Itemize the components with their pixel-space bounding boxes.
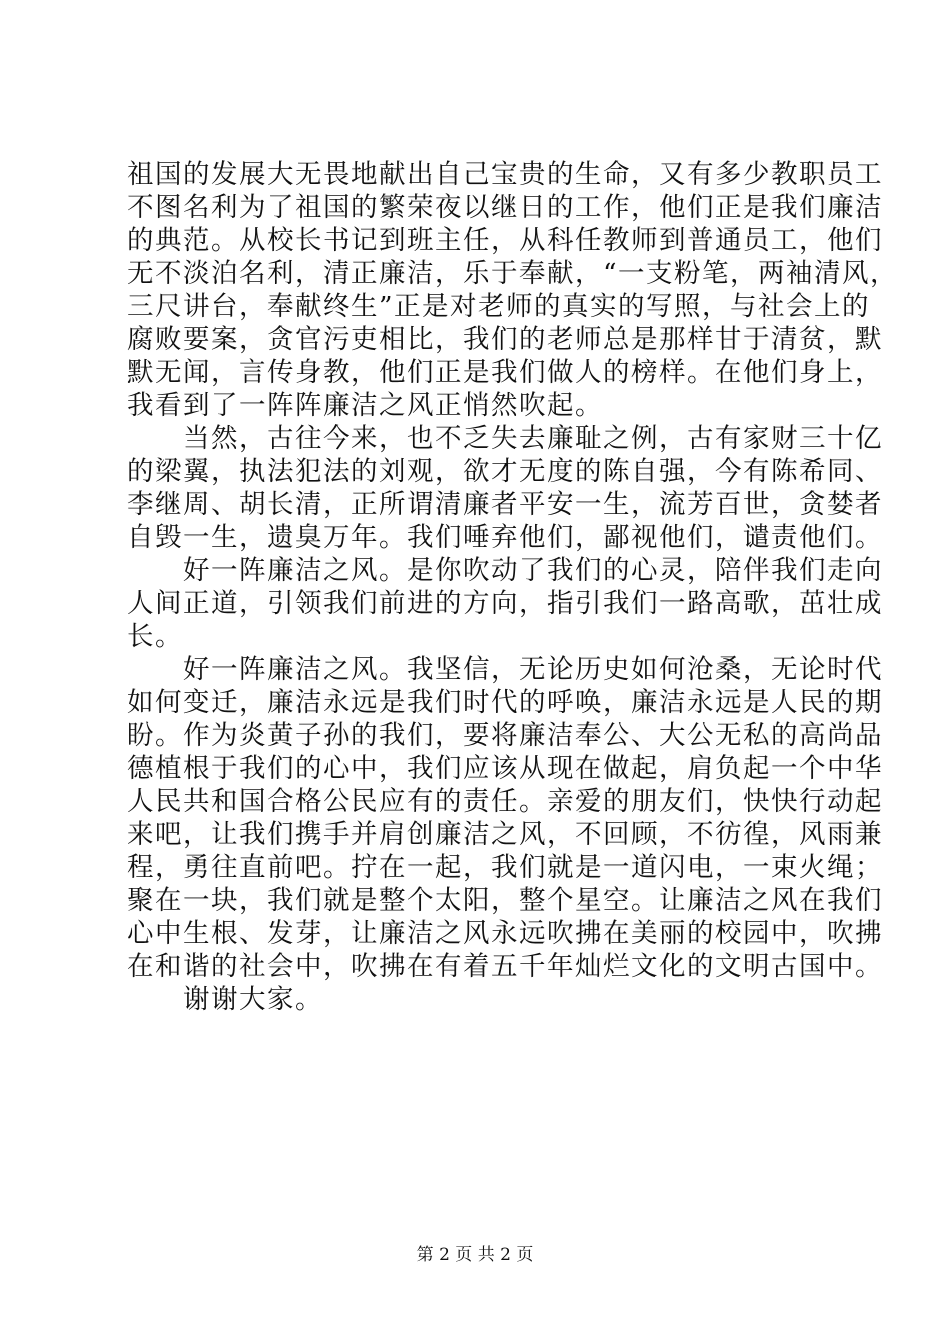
text-line: 心中生根、发芽，让廉洁之风永远吹拂在美丽的校园中，吹拂 [127,918,883,949]
page-footer: 第 2 页 共 2 页 [416,1245,534,1265]
text-line: 三尺讲台，奉献终生”正是对老师的真实的写照，与社会上的 [127,291,871,322]
paragraph [127,422,883,554]
text-line: 当然，古往今来，也不乏失去廉耻之例，古有家财三十亿 [183,423,883,454]
text-line: 祖国的发展大无畏地献出自己宝贵的生命，又有多少教职员工 [127,159,883,190]
document-body [127,158,899,1016]
paragraph [127,554,883,653]
text-line: 德植根于我们的心中，我们应该从现在做起，肩负起一个中华 [127,753,883,784]
text-line: 不图名利为了祖国的繁荣夜以继日的工作，他们正是我们廉洁 [127,192,883,223]
text-line: 无不淡泊名利，清正廉洁，乐于奉献，“一支粉笔，两袖清风， [127,258,899,289]
paragraph [127,983,837,1016]
text-line: 好一阵廉洁之风。我坚信，无论历史如何沧桑，无论时代 [183,654,883,685]
text-line: 长。 [127,621,183,652]
text-line: 我看到了一阵阵廉洁之风正悄然吹起。 [127,390,603,421]
text-line: 的梁翼，执法犯法的刘观，欲才无度的陈自强，今有陈希同、 [127,456,883,487]
text-line: 的典范。从校长书记到班主任，从科任教师到普通员工，他们 [127,225,883,256]
text-line: 腐败要案，贪官污吏相比，我们的老师总是那样甘于清贫，默 [127,324,883,355]
text-line: 人间正道，引领我们前进的方向，指引我们一路高歌，茁壮成 [127,588,883,619]
text-line: 李继周、胡长清，正所谓清廉者平安一生，流芳百世，贪婪者 [127,489,883,520]
text-line: 自毁一生，遗臭万年。我们唾弃他们，鄙视他们，谴责他们。 [127,522,883,553]
text-line: 好一阵廉洁之风。是你吹动了我们的心灵，陪伴我们走向 [183,555,883,586]
text-line: 默无闻，言传身教，他们正是我们做人的榜样。在他们身上， [127,357,883,388]
text-line: 来吧，让我们携手并肩创廉洁之风，不回顾，不彷徨，风雨兼 [127,819,883,850]
text-line: 如何变迁，廉洁永远是我们时代的呼唤，廉洁永远是人民的期 [127,687,883,718]
text-line: 在和谐的社会中，吹拂在有着五千年灿烂文化的文明古国中。 [127,951,883,982]
text-line: 聚在一块，我们就是整个太阳，整个星空。让廉洁之风在我们 [127,885,883,916]
text-line: 人民共和国合格公民应有的责任。亲爱的朋友们，快快行动起 [127,786,883,817]
text-line: 程，勇往直前吧。拧在一起，我们就是一道闪电，一束火绳； [127,852,883,883]
paragraph [127,158,899,422]
paragraph [127,653,883,983]
text-line: 谢谢大家。 [183,984,323,1015]
text-line: 盼。作为炎黄子孙的我们，要将廉洁奉公、大公无私的高尚品 [127,720,883,751]
